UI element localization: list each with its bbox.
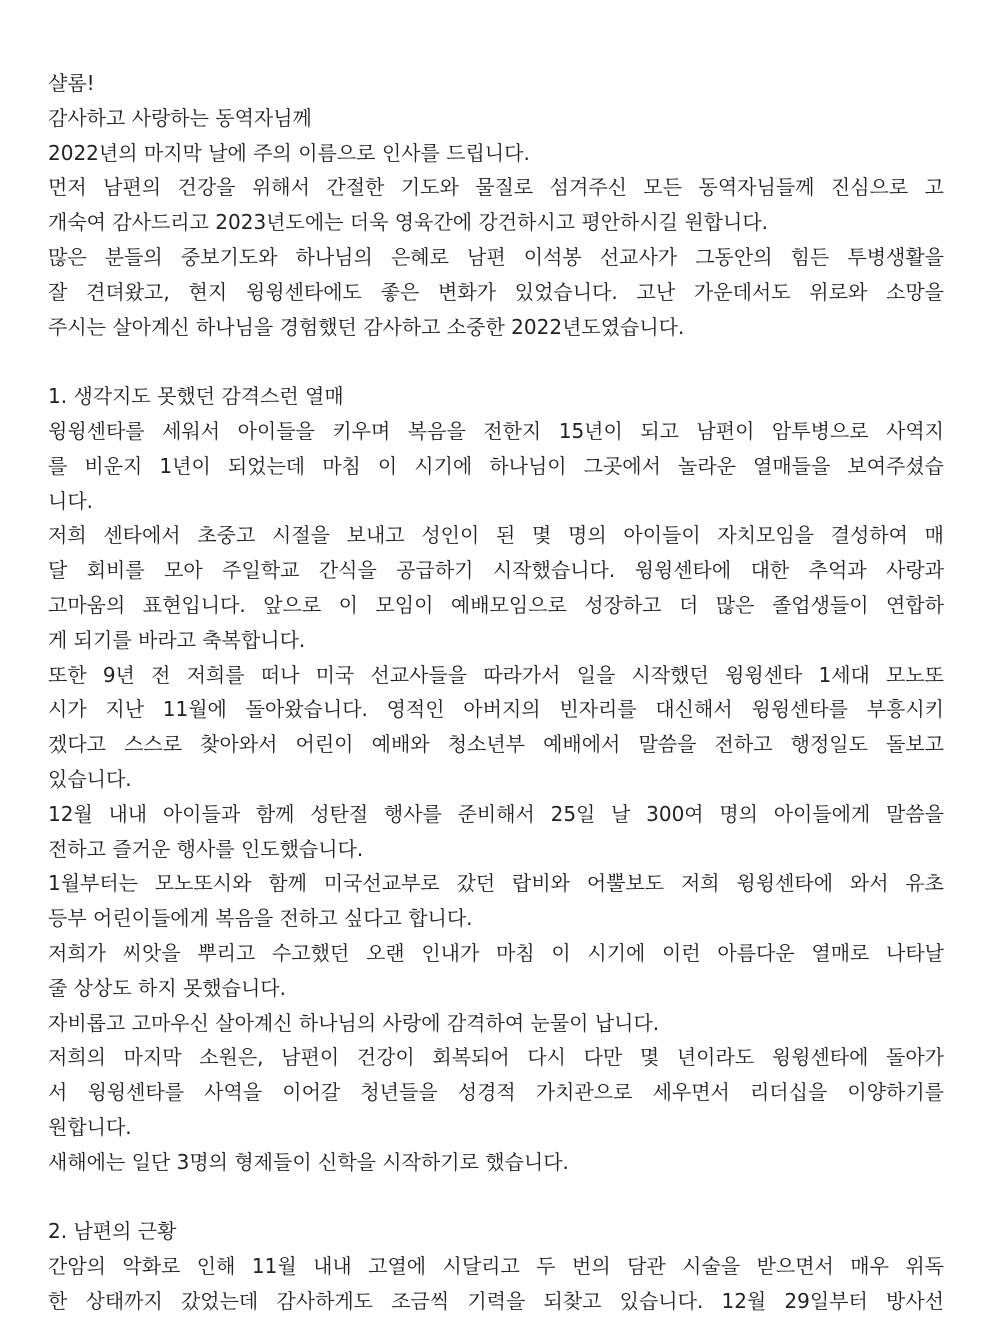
intro-line: 감사하고 사랑하는 동역자님께: [48, 105, 312, 130]
section-line: 니다.: [48, 488, 93, 513]
section-line: 또한 9년 전 저희를 떠나 미국 선교사들을 따라가서 일을 시작했던 윙윙센타 1세대 모노또: [48, 662, 944, 687]
intro-line: 잘 견뎌왔고, 현지 윙윙센타에도 좋은 변화가 있었습니다. 고난 가운데서도 위로와 소망을: [48, 279, 944, 304]
section-line: 윙윙센타를 세워서 아이들을 키우며 복음을 전한지 15년이 되고 남편이 암투병으로 사역지: [48, 418, 944, 443]
section-line: 시가 지난 11월에 돌아왔습니다. 영적인 아버지의 빈자리를 대신해서 윙윙센타를 부흥시키: [48, 697, 944, 722]
section-line: 줄 상상도 하지 못했습니다.: [48, 975, 286, 1000]
section-line: 달 회비를 모아 주일학교 간식을 공급하기 시작했습니다. 윙윙센타에 대한 추억과 사랑과: [48, 558, 944, 583]
intro-line: 먼저 남편의 건강을 위해서 간절한 기도와 물질로 섬겨주신 모든 동역자님들께 진심으로 고: [48, 175, 944, 200]
section-line: 저희 센타에서 초중고 시절을 보내고 성인이 된 몇 명의 아이들이 자치모임을 결성하여 매: [48, 523, 944, 548]
section-line: 등부 어린이들에게 복음을 전하고 싶다고 합니다.: [48, 906, 473, 931]
section-line: 1월부터는 모노또시와 함께 미국선교부로 갔던 랍비와 어뿔보도 저희 윙윙센타에 와서 유초: [48, 871, 944, 896]
section-line: 저희가 씨앗을 뿌리고 수고했던 오랜 인내가 마침 이 시기에 이런 아름다운 열매로 나타날: [48, 940, 944, 965]
letter-body: [48, 66, 944, 1319]
section-line: 원합니다.: [48, 1114, 132, 1139]
section-line: 한 상태까지 갔었는데 감사하게도 조금씩 기력을 되찾고 있습니다. 12월 29일부터 방사선: [48, 1288, 944, 1313]
section-line: 저희의 마지막 소원은, 남편이 건강이 회복되어 다시 다만 몇 년이라도 윙윙센타에 돌아가: [48, 1045, 944, 1070]
intro-line: 많은 분들의 중보기도와 하나님의 은혜로 남편 이석봉 선교사가 그동안의 힘든 투병생활을: [48, 244, 944, 269]
section-line: 겠다고 스스로 찾아와서 어린이 예배와 청소년부 예배에서 말씀을 전하고 행정일도 돌보고: [48, 732, 944, 757]
section-line: 12월 내내 아이들과 함께 성탄절 행사를 준비해서 25일 날 300여 명의 아이들에게 말씀을: [48, 801, 944, 826]
section-line: 간암의 악화로 인해 11월 내내 고열에 시달리고 두 번의 담관 시술을 받으면서 매우 위독: [48, 1254, 944, 1279]
section-heading: 2. 남편의 근황: [48, 1219, 177, 1244]
section-line: 를 비운지 1년이 되었는데 마침 이 시기에 하나님이 그곳에서 놀라운 열매들을 보여주셨습: [48, 453, 944, 478]
section-line: 새해에는 일단 3명의 형제들이 신학을 시작하기로 했습니다.: [48, 1149, 569, 1174]
paragraph-gap: [48, 1180, 944, 1215]
intro-line: 주시는 살아계신 하나님을 경험했던 감사하고 소중한 2022년도였습니다.: [48, 314, 685, 339]
section-heading: 1. 생각지도 못했던 감격스런 열매: [48, 384, 344, 409]
greeting: 샬롬!: [48, 71, 95, 95]
section-line: 자비롭고 고마우신 살아계신 하나님의 사랑에 감격하여 눈물이 납니다.: [48, 1010, 660, 1035]
intro-line: 2022년의 마지막 날에 주의 이름으로 인사를 드립니다.: [48, 140, 530, 165]
section-line: 전하고 즐거운 행사를 인도했습니다.: [48, 836, 364, 861]
intro-line: 개숙여 감사드리고 2023년도에는 더욱 영육간에 강건하시고 평안하시길 원합니다.: [48, 210, 768, 235]
paragraph-gap: [48, 344, 944, 379]
section-line: 고마움의 표현입니다. 앞으로 이 모임이 예배모임으로 성장하고 더 많은 졸업생들이 연합하: [48, 592, 944, 617]
section-line: 있습니다.: [48, 766, 132, 791]
section-line: 서 윙윙센타를 사역을 이어갈 청년들을 성경적 가치관으로 세우면서 리더십을 이양하기를: [48, 1080, 944, 1105]
section-line: 게 되기를 바라고 축복합니다.: [48, 627, 306, 652]
